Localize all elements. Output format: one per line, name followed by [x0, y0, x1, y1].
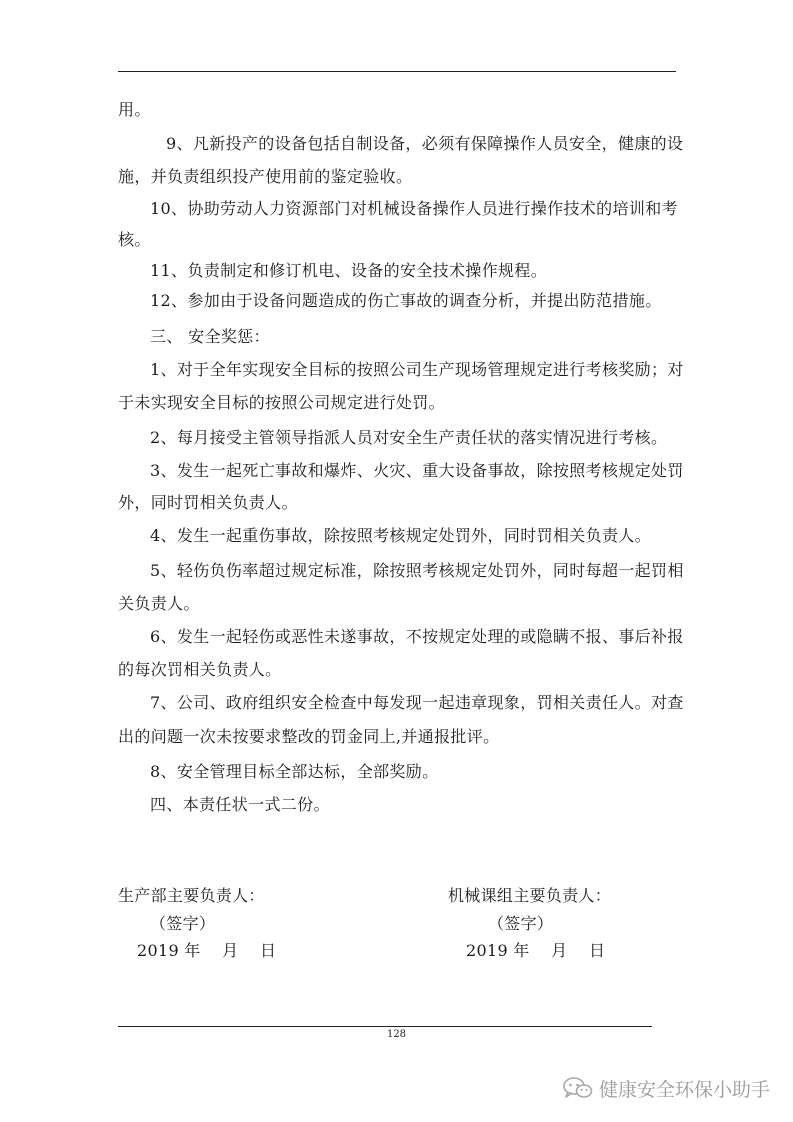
- signature-sign-label: （签字）: [488, 914, 554, 933]
- text-line: 出的问题一次未按要求整改的罚金同上,并通报批评。: [118, 727, 500, 746]
- text-line: 施，并负责组织投产使用前的鉴定验收。: [118, 167, 413, 186]
- text-line: 7、公司、政府组织安全检查中每发现一起违章现象，罚相关责任人。对查: [150, 693, 684, 712]
- wechat-icon: [563, 1076, 593, 1100]
- text-line: 1、对于全年实现安全目标的按照公司生产现场管理规定进行考核奖励；对: [150, 360, 684, 379]
- text-line: 11、负责制定和修订机电、设备的安全技术操作规程。: [150, 261, 548, 280]
- section-heading: 四、本责任状一式二份。: [150, 795, 330, 814]
- signature-date: 2019 年 月 日: [137, 941, 277, 960]
- text-line: 10、协助劳动人力资源部门对机械设备操作人员进行操作技术的培训和考: [150, 199, 678, 218]
- text-line: 于未实现安全目标的按照公司规定进行处罚。: [118, 393, 446, 412]
- text-line: 2、每月接受主管领导指派人员对安全生产责任状的落实情况进行考核。: [150, 428, 668, 447]
- text-line: 4、发生一起重伤事故，除按照考核规定处罚外，同时罚相关负责人。: [150, 526, 652, 545]
- text-line: 用。: [118, 100, 151, 119]
- text-line: 12、参加由于设备问题造成的伤亡事故的调查分析，并提出防范措施。: [150, 291, 662, 310]
- text-line: 8、安全管理目标全部达标，全部奖励。: [150, 762, 439, 781]
- watermark: [563, 1075, 770, 1101]
- signature-title: 生产部主要负责人：: [118, 886, 265, 905]
- signature-title: 机械课组主要负责人：: [448, 886, 612, 905]
- signature-sign-label: （签字）: [150, 914, 216, 933]
- text-line: 9、凡新投产的设备包括自制设备，必须有保障操作人员安全，健康的设: [166, 134, 684, 153]
- text-line: 外，同时罚相关负责人。: [118, 493, 298, 512]
- text-line: 核。: [118, 230, 151, 249]
- header-rule: [118, 71, 676, 72]
- text-line: 关负责人。: [118, 594, 200, 613]
- text-line: 6、发生一起轻伤或恶性未遂事故，不按规定处理的或隐瞒不报、事后补报: [150, 627, 684, 646]
- text-line: 的每次罚相关负责人。: [118, 660, 282, 679]
- footer-rule: [118, 1026, 652, 1027]
- section-heading: 三、 安全奖惩：: [150, 327, 270, 346]
- signature-date: 2019 年 月 日: [466, 941, 606, 960]
- page-number: 128: [386, 1029, 407, 1040]
- watermark-text: 健康安全环保小助手: [599, 1078, 771, 1101]
- text-line: 3、发生一起死亡事故和爆炸、火灾、重大设备事故，除按照考核规定处罚: [150, 461, 684, 480]
- text-line: 5、轻伤负伤率超过规定标准，除按照考核规定处罚外，同时每超一起罚相: [150, 561, 684, 580]
